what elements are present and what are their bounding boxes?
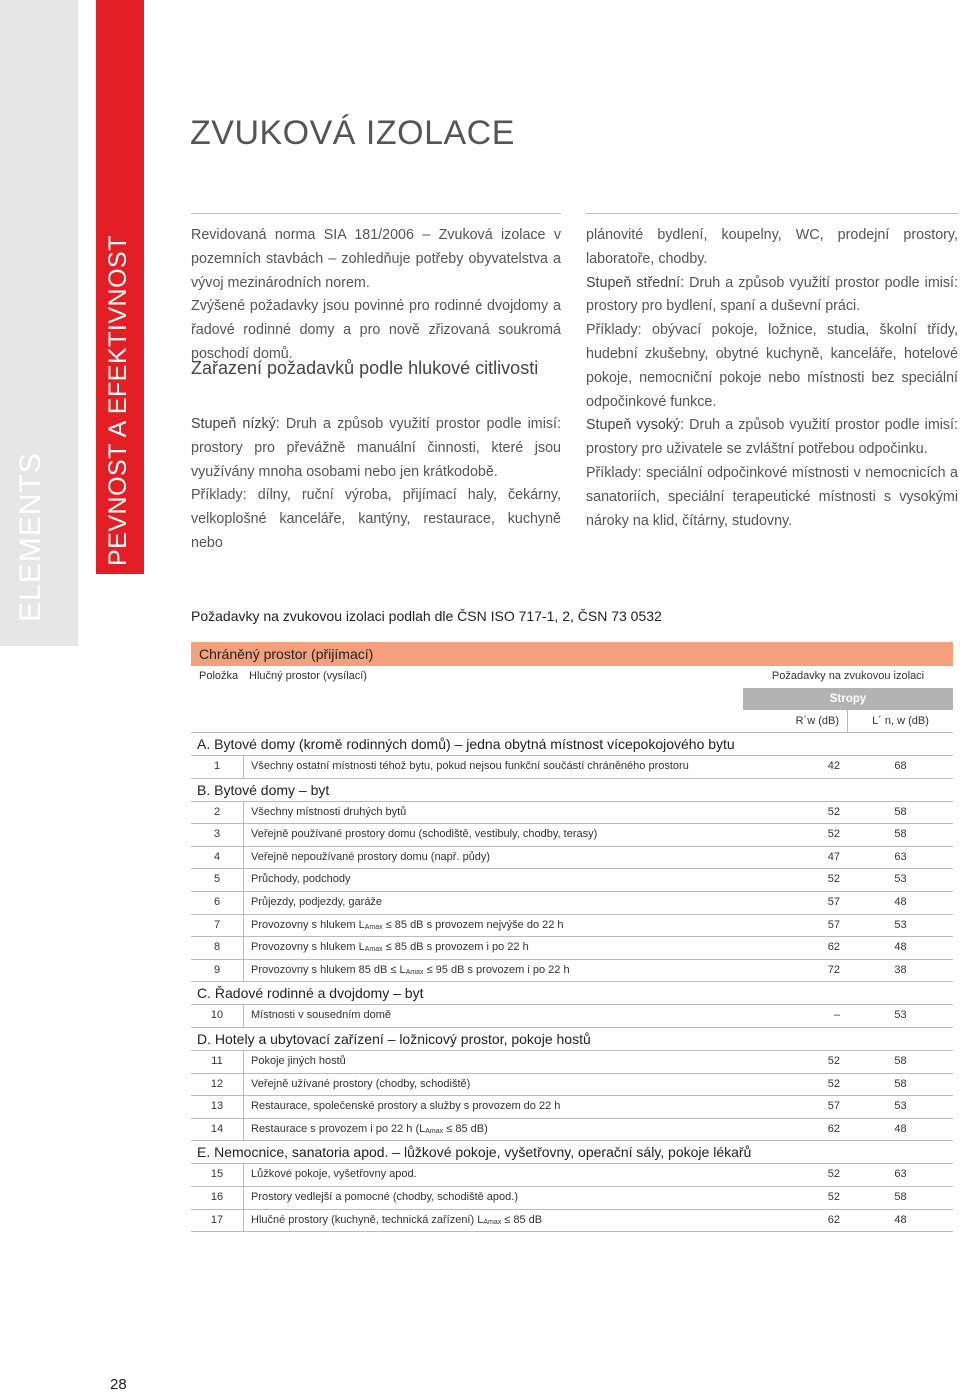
row-value-rw: 52 [827,1077,840,1090]
level-high-examples: Příklady: speciální odpočinkové místnosti v nemocnicích a sanatoriích, speciální terapeutické místnosti s vysokými nároky na klid, čítárny, studovny. [586,464,958,529]
row-description-part: Provozovny s hlukem 85 dB ≤ L [251,963,406,976]
row-value-rw: – [833,1009,840,1022]
row-value-rw: 52 [827,805,840,818]
table-row [191,915,953,938]
column-source-header: Hlučný prostor (vysílací) [249,670,367,682]
row-value-rw: 52 [827,828,840,841]
table-row [191,824,953,847]
row-description: Všechny ostatní místnosti téhož bytu, pokud nejsou funkční součástí chráněného prostoru [251,760,689,772]
row-value-rw: 57 [827,1100,840,1113]
table-row [191,1074,953,1097]
row-number: 16 [191,1187,244,1209]
row-value-lnw: 58 [894,1054,907,1067]
level-high-text: Druh a způsob využití prostor podle imisí: prostory pro uživatele se zvláštní potřebou odpočinku. [586,417,958,458]
row-description-subscript: Amax [364,923,383,931]
row-description: Pokoje jiných hostů [251,1054,346,1067]
row-value-lnw: 58 [894,1077,907,1090]
intro-text [191,224,561,367]
level-high [586,414,958,462]
row-description-part: ≤ 85 dB) [443,1122,488,1135]
row-description: Veřejně používané prostory domu (schodiště, vestibuly, chodby, terasy) [251,828,598,841]
row-description: Všechny místnosti druhých bytů [251,805,407,818]
column-item-header: Položka [199,670,239,682]
row-value-lnw: 48 [894,1213,907,1226]
section-subheading: Zařazení požadavků podle hlukové citlivosti [191,358,539,378]
row-value-rw: 72 [827,963,840,976]
row-description-part: Provozovny s hlukem L [251,941,365,954]
page-number: 28 [110,1376,127,1393]
row-description [251,937,529,960]
table-row [191,1210,953,1233]
units-header-row [191,710,953,733]
level-mid [586,272,958,320]
level-mid-text: Druh a způsob využití prostor podle imisí: prostory pro bydlení, spaní a duševní práci. [586,274,958,315]
table-body [191,733,953,1232]
row-description-part: ≤ 85 dB s provozem i po 22 h [382,941,529,954]
row-number: 13 [191,1096,244,1118]
level-low [191,413,561,484]
row-description-subscript: Amax [405,968,424,976]
level-low-text: Druh a způsob využití prostor podle imisí: prostory pro převážně manuální činnosti, které jsou využívány mnoha osobami nebo jen krátkodobě. [191,416,561,480]
row-value-lnw: 38 [894,963,907,976]
table-section-heading: C. Řadové rodinné a dvojdomy – byt [191,982,953,1005]
row-description [251,960,570,983]
intro-paragraph: Zvýšené požadavky jsou povinné pro rodinné dvojdomy a řadové rodinné domy a pro nově zřizovaná soukromá poschodí domů. [191,298,561,362]
row-value-rw: 62 [827,1122,840,1135]
row-description-part: ≤ 85 dB [501,1213,543,1226]
table-row [191,1096,953,1119]
sidebar-section-label: PEVNOST A EFEKTIVNOST [104,235,132,566]
row-number: 12 [191,1074,244,1096]
row-value-lnw: 53 [894,918,907,931]
row-value-lnw: 48 [894,941,907,954]
table-section-heading: B. Bytové domy – byt [191,779,953,802]
row-number: 1 [191,756,244,778]
sidebar-elements-label: ELEMENTS [14,452,47,622]
row-number: 4 [191,847,244,869]
table-row [191,1051,953,1074]
row-description: Průjezdy, podjezdy, garáže [251,895,383,908]
row-value-lnw: 63 [894,1168,907,1181]
row-description [251,1210,542,1233]
table-row [191,869,953,892]
row-number: 3 [191,824,244,846]
row-description-subscript: Amax [425,1127,444,1135]
row-number: 14 [191,1119,244,1141]
row-number: 2 [191,802,244,824]
levels-text-continued [586,224,958,533]
row-value-rw: 42 [827,760,840,772]
table-row [191,1119,953,1142]
row-value-lnw: 53 [894,1009,907,1022]
row-number: 11 [191,1051,244,1073]
row-description: Veřejně nepoužívané prostory domu (např. půdy) [251,850,491,863]
row-description: Místnosti v sousedním domě [251,1009,392,1022]
unit-lnw-header: L´ n, w (dB) [872,715,929,727]
row-number: 6 [191,892,244,914]
row-description-subscript: Amax [483,1218,502,1226]
row-description: Veřejně užívané prostory (chodby, schodiště) [251,1077,471,1090]
table-row [191,1187,953,1210]
row-description: Lůžkové pokoje, vyšetřovny apod. [251,1168,417,1181]
row-description-subscript: Amax [364,946,383,954]
divider-right [586,213,958,214]
requirements-table [191,642,953,1232]
row-value-lnw: 53 [894,873,907,886]
row-number: 5 [191,869,244,891]
row-value-lnw: 48 [894,1122,907,1135]
row-value-rw: 52 [827,1168,840,1181]
table-header-row [191,666,953,688]
row-value-lnw: 58 [894,828,907,841]
row-value-rw: 52 [827,1190,840,1203]
level-low-label: Stupeň nízký: [191,416,280,432]
level-low-examples [191,484,561,555]
stropy-header: Stropy [743,688,953,710]
row-value-lnw: 53 [894,1100,907,1113]
level-low-examples-rest: plánovité bydlení, koupelny, WC, prodejní prostory, laboratoře, chodby. [586,227,958,267]
row-description-part: Provozovny s hlukem L [251,918,365,931]
row-value-lnw: 58 [894,805,907,818]
table-row [191,802,953,825]
row-value-rw: 52 [827,873,840,886]
stropy-header-row [191,688,953,710]
table-row [191,892,953,915]
row-number: 17 [191,1210,244,1232]
table-section-heading: D. Hotely a ubytovací zařízení – ložnicový prostor, pokoje hostů [191,1028,953,1051]
level-mid-examples: Příklady: obývací pokoje, ložnice, studia, školní třídy, hudební zkušebny, obytné kuchyně, kanceláře, hotelové pokoje, nemocniční pokoje nebo místnosti bez speciální odpočinkové funkce. [586,322,958,410]
row-value-lnw: 48 [894,895,907,908]
row-description-part: Hlučné prostory (kuchyně, technická zařízení) L [251,1213,484,1226]
row-description: Restaurace, společenské prostory a služby s provozem do 22 h [251,1100,561,1113]
row-value-rw: 57 [827,895,840,908]
column-requirements-header: Požadavky na zvukovou izolaci [771,670,925,682]
table-section-heading: E. Nemocnice, sanatoria apod. – lůžkové pokoje, vyšetřovny, operační sály, pokoje lékařů [191,1141,953,1164]
row-value-rw: 47 [827,850,840,863]
row-number: 9 [191,960,244,982]
levels-text [191,413,561,556]
row-description-part: ≤ 95 dB s provozem i po 22 h [423,963,570,976]
level-mid-label: Stupeň střední: [586,274,685,291]
protected-space-header: Chráněný prostor (přijímací) [191,642,953,666]
row-number: 8 [191,937,244,959]
table-row [191,937,953,960]
intro-paragraph: Revidovaná norma SIA 181/2006 – Zvuková izolace v pozemních stavbách – zohledňuje potřeby obyvatelstva a vývoj mezinárodních norem. [191,227,561,291]
level-high-label: Stupeň vysoký: [586,417,685,434]
table-row [191,756,953,779]
row-value-lnw: 58 [894,1190,907,1203]
row-value-rw: 62 [827,941,840,954]
row-description: Prostory vedlejší a pomocné (chodby, schodiště apod.) [251,1190,518,1203]
row-description-part: Restaurace s provozem i po 22 h (L [251,1122,426,1135]
page-title: ZVUKOVÁ IZOLACE [190,114,515,152]
row-description [251,915,564,938]
row-description: Průchody, podchody [251,873,351,886]
table-row [191,1005,953,1028]
level-low-examples-first: Příklady: dílny, ruční výroba, přijímací haly, čekárny, velkoplošné kanceláře, kantýny, restaurace, kuchyně nebo [191,487,561,551]
row-value-rw: 57 [827,918,840,931]
row-number: 7 [191,915,244,937]
divider-left [191,213,561,214]
table-title: Požadavky na zvukovou izolaci podlah dle ČSN ISO 717-1, 2, ČSN 73 0532 [191,608,662,624]
table-row [191,847,953,870]
table-row [191,960,953,983]
row-value-rw: 52 [827,1054,840,1067]
row-description [251,1119,488,1142]
row-value-rw: 62 [827,1213,840,1226]
unit-rw-header: R´w (dB) [743,710,848,732]
row-number: 15 [191,1164,244,1186]
row-description-part: ≤ 85 dB s provozem nejvýše do 22 h [382,918,564,931]
row-number: 10 [191,1005,244,1027]
row-value-lnw: 63 [894,850,907,863]
table-section-heading: A. Bytové domy (kromě rodinných domů) – jedna obytná místnost vícepokojového bytu [191,733,953,756]
table-row [191,1164,953,1187]
row-value-lnw: 68 [894,760,907,772]
